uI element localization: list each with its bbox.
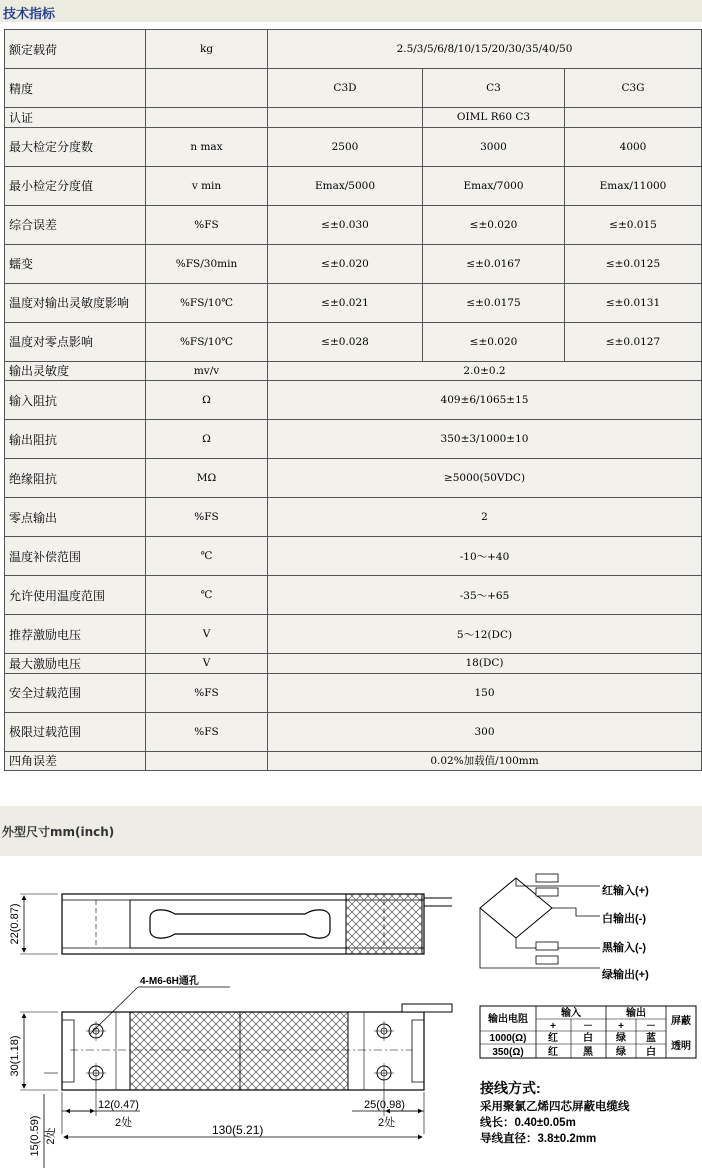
- row-value: 2: [268, 498, 702, 537]
- table-row: [5, 751, 702, 771]
- row-unit: kg: [146, 30, 268, 69]
- cell-c3g: 4000: [565, 127, 702, 166]
- row-unit: [146, 108, 268, 128]
- dimension-drawing: [0, 856, 702, 1172]
- table-cell: 白: [583, 1033, 593, 1044]
- row-value: 2.0±0.2: [268, 361, 702, 381]
- row-value: 150: [268, 673, 702, 712]
- cell-c3g: [565, 108, 702, 128]
- row-unit: MΩ: [146, 459, 268, 498]
- row-value: 0.02%加载值/100mm: [268, 751, 702, 771]
- section-title: 技术指标: [3, 7, 56, 22]
- cell-c3: C3: [423, 69, 565, 108]
- row-unit: V: [146, 654, 268, 674]
- wire-color-table: [480, 1006, 696, 1058]
- row-label: 四角误差: [5, 751, 146, 771]
- row-label: 极限过载范围: [5, 712, 146, 751]
- row-label: 输出灵敏度: [5, 361, 146, 381]
- table-row: [5, 673, 702, 712]
- row-unit: V: [146, 615, 268, 654]
- dim-note: 2处: [378, 1117, 396, 1129]
- cell-c3: Emax/7000: [423, 166, 565, 205]
- table-header: 输出电阻: [488, 1014, 528, 1025]
- table-cell: +: [618, 1021, 624, 1032]
- row-unit: n max: [146, 127, 268, 166]
- cell-c3g: Emax/11000: [565, 166, 702, 205]
- row-value: 18(DC): [268, 654, 702, 674]
- row-label: 输入阻抗: [5, 381, 146, 420]
- method-line: 线长：0.40±0.05m: [480, 1117, 576, 1129]
- row-unit: %FS/10℃: [146, 322, 268, 361]
- table-cell: 绿: [616, 1047, 626, 1058]
- row-unit: %FS: [146, 673, 268, 712]
- cell-c3g: ≤±0.0125: [565, 244, 702, 283]
- row-unit: %FS: [146, 205, 268, 244]
- top-view: [9, 894, 452, 954]
- row-label: 认证: [5, 108, 146, 128]
- dim-label: 22(0.87): [9, 903, 21, 945]
- table-row: [5, 30, 702, 69]
- cell-c3: ≤±0.0175: [423, 283, 565, 322]
- dim-note: 2处: [115, 1117, 133, 1129]
- table-cell: 红: [548, 1033, 558, 1044]
- table-cell: －: [583, 1021, 593, 1032]
- dim-label: 12(0.47): [98, 1099, 139, 1111]
- row-unit: v min: [146, 166, 268, 205]
- table-cell: 1000(Ω): [489, 1033, 527, 1044]
- dim-label: 30(1.18): [9, 1035, 21, 1077]
- row-label: 允许使用温度范围: [5, 576, 146, 615]
- row-unit: [146, 69, 268, 108]
- row-value: 300: [268, 712, 702, 751]
- cell-c3: OIML R60 C3: [423, 108, 565, 128]
- row-unit: %FS: [146, 498, 268, 537]
- table-row: [5, 615, 702, 654]
- wire-label: 红输入(+): [602, 885, 649, 897]
- table-row: [5, 69, 702, 108]
- row-label: 推荐激励电压: [5, 615, 146, 654]
- cell-c3d: ≤±0.028: [268, 322, 423, 361]
- row-value: -10～+40: [268, 537, 702, 576]
- table-row: [5, 576, 702, 615]
- row-label: 安全过载范围: [5, 673, 146, 712]
- hole-label: 4-M6-6H通孔: [140, 976, 199, 987]
- cell-c3d: C3D: [268, 69, 423, 108]
- row-value: 2.5/3/5/6/8/10/15/20/30/35/40/50: [268, 30, 702, 69]
- cell-c3: ≤±0.0167: [423, 244, 565, 283]
- table-row: [5, 127, 702, 166]
- method-title: 接线方式:: [480, 1080, 541, 1096]
- section-title: 外型尺寸mm(inch): [2, 825, 115, 839]
- row-value: 409±6/1065±15: [268, 381, 702, 420]
- table-row: [5, 244, 702, 283]
- wire-label: 白输出(-): [602, 913, 646, 925]
- table-row: [5, 537, 702, 576]
- cell-c3g: C3G: [565, 69, 702, 108]
- cell-c3d: ≤±0.030: [268, 205, 423, 244]
- row-unit: ℃: [146, 576, 268, 615]
- cell-c3d: 2500: [268, 127, 423, 166]
- cell-c3g: ≤±0.0127: [565, 322, 702, 361]
- row-unit: %FS: [146, 712, 268, 751]
- table-row: [5, 108, 702, 128]
- table-header: 输出: [626, 1008, 646, 1019]
- row-unit: %FS/30min: [146, 244, 268, 283]
- cell-c3: ≤±0.020: [423, 205, 565, 244]
- table-header: 屏蔽: [671, 1016, 691, 1027]
- row-value: ≥5000(50VDC): [268, 459, 702, 498]
- row-label: 综合误差: [5, 205, 146, 244]
- row-unit: ℃: [146, 537, 268, 576]
- row-label: 温度补偿范围: [5, 537, 146, 576]
- table-cell: 红: [548, 1047, 558, 1058]
- row-unit: mv/v: [146, 361, 268, 381]
- wire-label: 绿输出(+): [602, 969, 649, 981]
- cell-c3d: [268, 108, 423, 128]
- table-row: [5, 459, 702, 498]
- table-cell: 蓝: [646, 1033, 656, 1044]
- table-row: [5, 361, 702, 381]
- row-label: 额定载荷: [5, 30, 146, 69]
- table-cell: 透明: [671, 1041, 691, 1052]
- row-label: 精度: [5, 69, 146, 108]
- row-label: 输出阻抗: [5, 420, 146, 459]
- row-label: 温度对零点影响: [5, 322, 146, 361]
- wire-label: 黑输入(-): [602, 942, 646, 954]
- row-label: 最大检定分度数: [5, 127, 146, 166]
- row-value: -35～+65: [268, 576, 702, 615]
- wiring-method: [479, 1080, 630, 1145]
- table-cell: 黑: [583, 1047, 593, 1058]
- dim-label: 25(0.98): [364, 1099, 405, 1111]
- table-row: [5, 498, 702, 537]
- row-value: 5～12(DC): [268, 615, 702, 654]
- table-row: [5, 283, 702, 322]
- row-label: 最大激励电压: [5, 654, 146, 674]
- row-label: 零点输出: [5, 498, 146, 537]
- row-label: 蠕变: [5, 244, 146, 283]
- table-row: [5, 322, 702, 361]
- cell-c3d: ≤±0.021: [268, 283, 423, 322]
- row-label: 温度对输出灵敏度影响: [5, 283, 146, 322]
- section-header-specs: [0, 0, 702, 22]
- spec-table: [4, 29, 702, 771]
- row-value: 350±3/1000±10: [268, 420, 702, 459]
- table-cell: 350(Ω): [492, 1047, 524, 1058]
- method-line: 采用聚氯乙烯四芯屏蔽电缆线: [480, 1101, 630, 1113]
- table-row: [5, 381, 702, 420]
- table-cell: 绿: [616, 1033, 626, 1044]
- method-line: 导线直径：3.8±0.2mm: [480, 1133, 597, 1145]
- section-header-dimensions: [0, 806, 702, 856]
- table-row: [5, 712, 702, 751]
- cell-c3d: Emax/5000: [268, 166, 423, 205]
- cell-c3d: ≤±0.020: [268, 244, 423, 283]
- table-cell: +: [550, 1021, 556, 1032]
- table-row: [5, 166, 702, 205]
- wiring-diagram: [480, 874, 649, 981]
- row-unit: [146, 751, 268, 771]
- row-unit: Ω: [146, 420, 268, 459]
- cell-c3: 3000: [423, 127, 565, 166]
- row-label: 绝缘阻抗: [5, 459, 146, 498]
- table-row: [5, 205, 702, 244]
- table-row: [5, 420, 702, 459]
- table-row: [5, 654, 702, 674]
- row-unit: %FS/10℃: [146, 283, 268, 322]
- row-unit: Ω: [146, 381, 268, 420]
- dim-label: 130(5.21): [212, 1123, 264, 1137]
- row-label: 最小检定分度值: [5, 166, 146, 205]
- table-cell: －: [646, 1021, 656, 1032]
- table-header: 输入: [561, 1008, 581, 1019]
- table-cell: 白: [646, 1047, 656, 1058]
- cell-c3: ≤±0.020: [423, 322, 565, 361]
- dim-label: 15(0.59): [29, 1115, 41, 1157]
- dim-note: 2处: [45, 1127, 57, 1145]
- cell-c3g: ≤±0.015: [565, 205, 702, 244]
- cell-c3g: ≤±0.0131: [565, 283, 702, 322]
- side-view: [9, 974, 452, 1168]
